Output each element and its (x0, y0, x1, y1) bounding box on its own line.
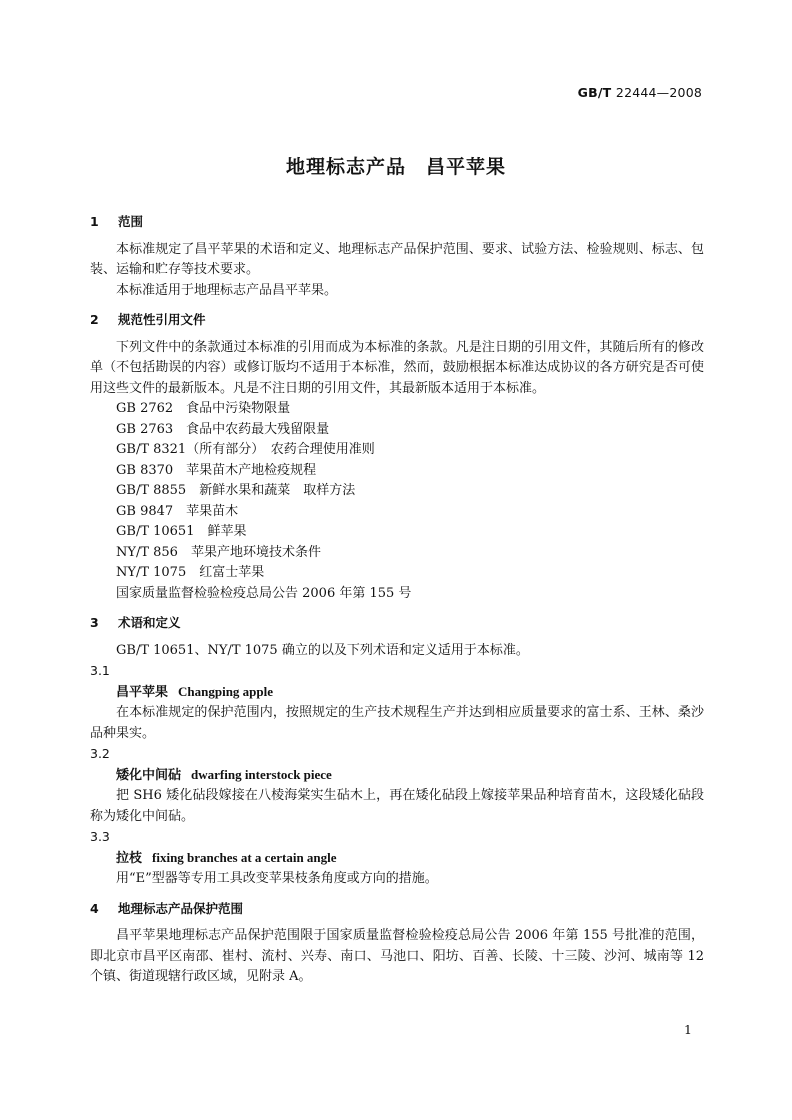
term-definition: 把 SH6 矮化砧段嫁接在八棱海棠实生砧木上，再在矮化砧段上嫁接苹果品种培育苗木，这段矮化砧段称为矮化中间砧。 (90, 788, 704, 824)
reference-item: GB/T 10651 鲜苹果 (116, 524, 247, 539)
section-title: 范围 (118, 214, 144, 229)
reference-item: GB 9847 苹果苗木 (116, 503, 239, 519)
section-heading (90, 212, 704, 233)
section-heading (90, 310, 704, 331)
paragraph: GB/T 10651、NY/T 1075 确立的以及下列术语和定义适用于本标准。 (116, 642, 529, 658)
section-number: 2 (90, 312, 99, 327)
term-zh: 昌平苹果 (116, 684, 169, 700)
section-title: 术语和定义 (118, 615, 181, 630)
paragraph: 本标准适用于地理标志产品昌平苹果。 (116, 282, 338, 298)
paragraph: 昌平苹果地理标志产品保护范围限于国家质量监督检验检疫总局公告 2006 年第 155 号批准的范围，即北京市昌平区南邵、崔村、流村、兴寿、南口、马池口、阳坊、百善、长陵、十三陵、沙河、城南等 12 个镇、街道现辖行政区域，见附录 A。 (90, 928, 704, 984)
term-definition: 用“E”型器等专用工具改变苹果枝条角度或方向的措施。 (116, 871, 438, 886)
section-heading (90, 613, 704, 634)
term-number: 3.2 (90, 746, 110, 761)
standard-code-number: 22444—2008 (615, 85, 702, 100)
term-definition: 在本标准规定的保护范围内，按照规定的生产技术规程生产并达到相应质量要求的富士系、王林、桑沙品种果实。 (90, 705, 704, 741)
term-entry (90, 848, 704, 870)
document-title: 地理标志产品 昌平苹果 (285, 156, 506, 178)
reference-item: GB 8370 苹果苗木产地检疫规程 (116, 462, 317, 478)
reference-item: 国家质量监督检验检疫总局公告 2006 年第 155 号 (116, 585, 412, 601)
term-zh: 矮化中间砧 (116, 767, 182, 783)
section-heading (90, 899, 704, 920)
section-number: 1 (90, 214, 99, 229)
reference-item: GB 2763 食品中农药最大残留限量 (116, 421, 330, 437)
term-number: 3.1 (90, 663, 110, 678)
section-number: 3 (90, 615, 99, 630)
page-number: 1 (684, 1022, 692, 1037)
document-body (90, 212, 704, 988)
standard-code (578, 85, 702, 100)
term-en: dwarfing interstock piece (191, 766, 332, 782)
term-zh: 拉枝 (116, 850, 143, 866)
reference-item: GB/T 8321（所有部分） 农药合理使用准则 (116, 442, 375, 457)
section-title: 地理标志产品保护范围 (118, 900, 244, 916)
paragraph: 下列文件中的条款通过本标准的引用而成为本标准的条款。凡是注日期的引用文件，其随后所有的修改单（不包括勘误的内容）或修订版均不适用于本标准，然而，鼓励根据本标准达成协议的各方研究是否可使用这些文件的最新版本。凡是不注日期的引用文件，其最新版本适用于本标准。 (90, 339, 704, 396)
term-en: Changping apple (178, 683, 274, 699)
reference-item: NY/T 1075 红富士苹果 (116, 565, 265, 580)
standard-code-prefix: GB/T (577, 85, 612, 100)
term-entry (90, 682, 704, 704)
paragraph: 本标准规定了昌平苹果的术语和定义、地理标志产品保护范围、要求、试验方法、检验规则、标志、包装、运输和贮存等技术要求。 (90, 241, 704, 277)
term-number: 3.3 (90, 829, 110, 844)
term-en: fixing branches at a certain angle (152, 849, 337, 865)
reference-item: GB 2762 食品中污染物限量 (116, 401, 291, 416)
section-number: 4 (90, 900, 99, 916)
reference-item: NY/T 856 苹果产地环境技术条件 (116, 544, 321, 560)
section-title: 规范性引用文件 (118, 312, 206, 327)
term-entry (90, 765, 704, 787)
reference-item: GB/T 8855 新鲜水果和蔬菜 取样方法 (116, 483, 356, 498)
